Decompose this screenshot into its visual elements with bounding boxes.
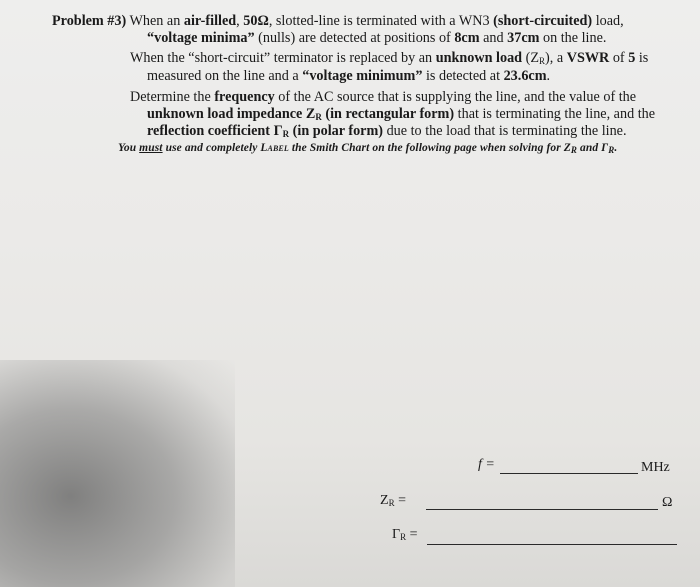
problem-line-2: “voltage minima” (nulls) are detected at positions of 8cm and 37cm on the line. — [147, 30, 607, 46]
answer-section — [0, 440, 700, 580]
problem-line-7: reflection coefficient $\Gamma_R$ (in polar form) due to the load that is terminating the line. — [147, 123, 627, 139]
problem-line-5: Determine the frequency of the AC source that is supplying the line, and the value of the — [130, 89, 637, 105]
problem-number: Problem #3) — [52, 13, 127, 29]
problem-line-4: measured on the line and a “voltage minimum” is detected at 23.6cm. — [147, 68, 551, 84]
problem-line-6: unknown load impedance $Z_R$ (in rectangular form) that is terminating the line, and the — [147, 106, 656, 122]
frequency-label: f = — [478, 457, 495, 472]
smith-chart-instruction: You must use and completely Label the Smith Chart on the following page when solving for $Z_R$ and $\Gamma_R$. — [118, 142, 618, 155]
ohm-unit: Ω — [662, 495, 673, 510]
reflection-coefficient-answer-blank[interactable] — [427, 544, 677, 545]
reflection-coefficient-label: $\Gamma_R$ = — [392, 527, 418, 542]
problem-statement — [0, 0, 700, 160]
frequency-answer-blank[interactable] — [500, 473, 638, 474]
impedance-label: $Z_R$ = — [380, 493, 406, 508]
problem-line-3: When the “short-circuit” terminator is replaced by an unknown load $(Z_R)$, a VSWR of 5 is — [130, 50, 649, 66]
problem-line-1: Problem #3) When an air-filled, 50Ω, slotted-line is terminated with a WN3 (short-circuited) load, — [52, 13, 624, 29]
frequency-unit: MHz — [641, 460, 670, 475]
impedance-answer-blank[interactable] — [426, 509, 658, 510]
